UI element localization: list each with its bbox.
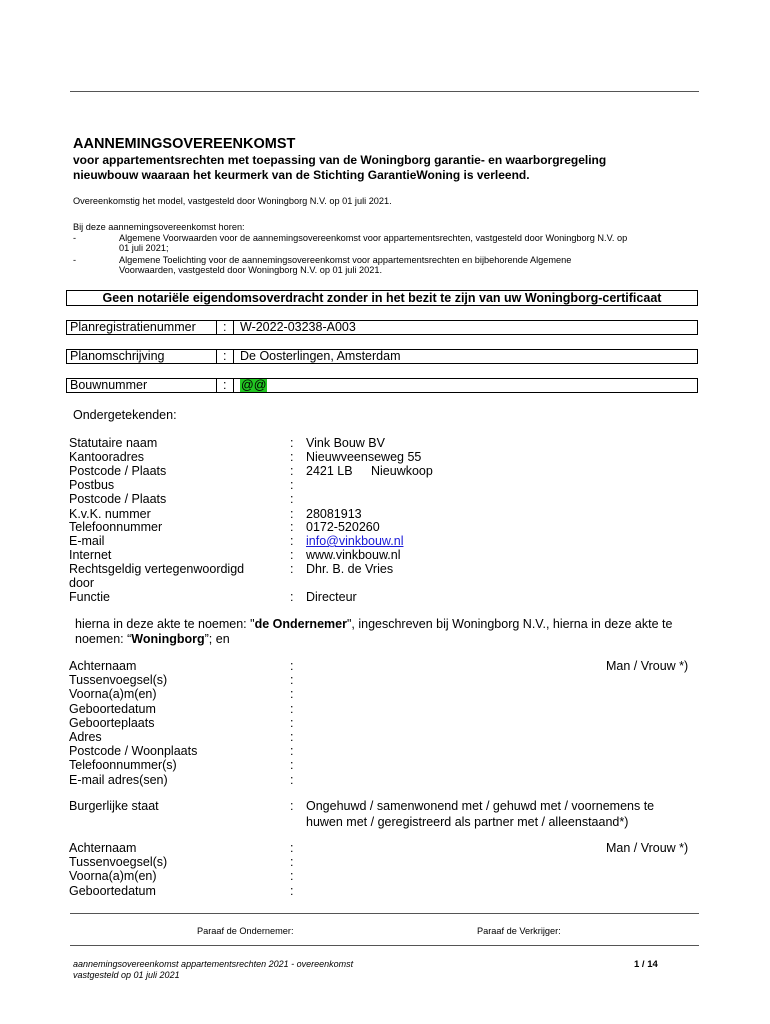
colon: : — [290, 562, 294, 576]
field-divider — [233, 349, 234, 364]
representative-label-line-2: door — [69, 576, 95, 590]
para-text: noemen: “ — [75, 632, 132, 646]
colon: : — [290, 492, 294, 506]
model-note: Overeenkomstig het model, vastgesteld door Woningborg N.V. op 01 juli 2021. — [73, 196, 392, 206]
internet-value: www.vinkbouw.nl — [306, 548, 401, 562]
bouwnummer-label: Bouwnummer — [70, 378, 148, 392]
colon: : — [290, 590, 294, 604]
colon: : — [290, 520, 294, 534]
company-name-value: Vink Bouw BV — [306, 436, 385, 450]
initials-ondernemer-label: Paraaf de Ondernemer: — [197, 926, 294, 936]
footer-line-1: aannemingsovereenkomst appartementsrechten 2021 - overeenkomst — [73, 959, 354, 969]
function-label: Functie — [69, 590, 110, 604]
buyer-field-label: E-mail adres(sen) — [69, 772, 168, 787]
field-colon: : — [223, 378, 227, 392]
postcode-value: 2421 LB — [306, 464, 353, 478]
buyer-field-label: Adres — [69, 730, 102, 744]
ondernemer-term: de Ondernemer — [254, 617, 347, 631]
attachment-2-line-1: Algemene Toelichting voor de aannemingsovereenkomst voor appartementsrechten en bijbehorende Algemene — [119, 255, 572, 265]
woningborg-term: Woningborg — [131, 632, 205, 646]
field-divider — [216, 349, 217, 364]
buyer-field-label: Voorna(a)m(en) — [69, 869, 157, 884]
plan-description-label: Planomschrijving — [70, 349, 165, 363]
colon: : — [290, 701, 294, 716]
buyer-field-label: Achternaam — [69, 841, 137, 855]
document-title: AANNEMINGSOVEREENKOMST — [73, 136, 296, 152]
plan-registration-value: W-2022-03238-A003 — [240, 320, 356, 334]
civil-status-line-1[interactable]: Ongehuwd / samenwonend met / gehuwd met / voornemens te — [306, 799, 655, 813]
attachment-bullet: - — [73, 233, 77, 243]
colon: : — [290, 673, 294, 688]
phone-value: 0172-520260 — [306, 520, 380, 534]
initials-bottom-rule — [70, 945, 699, 946]
ondernemer-paragraph — [75, 617, 695, 647]
colon: : — [290, 744, 294, 759]
bouwnummer-field — [66, 378, 698, 393]
buyer-1-gender[interactable]: Man / Vrouw *) — [606, 659, 689, 673]
colon: : — [290, 869, 294, 884]
bouwnummer-value[interactable]: @@ — [241, 378, 267, 392]
company-name-label: Statutaire naam — [69, 436, 158, 450]
postcode-city-2-label: Postcode / Plaats — [69, 492, 167, 506]
colon: : — [290, 799, 294, 813]
office-address-label: Kantooradres — [69, 450, 145, 464]
colon: : — [290, 436, 294, 450]
colon: : — [290, 548, 294, 562]
attachment-1-line-1: Algemene Voorwaarden voor de aannemingsovereenkomst voor appartementsrechten, vastgesteld door Woningborg N.V. op — [119, 233, 628, 243]
representative-label-line-1: Rechtsgeldig vertegenwoordigd — [69, 562, 245, 576]
field-divider — [233, 320, 234, 335]
field-divider — [216, 378, 217, 393]
email-link[interactable]: info@vinkbouw.nl — [306, 534, 404, 548]
plan-registration-field — [66, 320, 698, 335]
phone-label: Telefoonnummer — [69, 520, 163, 534]
buyer-field-label: Achternaam — [69, 659, 137, 673]
city-value: Nieuwkoop — [371, 464, 433, 478]
field-divider — [216, 320, 217, 335]
footer-line-2: vastgesteld op 01 juli 2021 — [73, 970, 180, 980]
subtitle-line-2: nieuwbouw waaraan het keurmerk van de Stichting GarantieWoning is verleend. — [73, 167, 530, 182]
representative-value: Dhr. B. de Vries — [306, 562, 394, 576]
plan-description-field — [66, 349, 698, 364]
colon: : — [290, 464, 294, 478]
subtitle-line-1: voor appartementsrechten met toepassing van de Woningborg garantie- en waarborgregeling — [73, 153, 607, 167]
para-text: hierna in deze akte te noemen: " — [75, 617, 255, 631]
document-subtitle — [73, 153, 693, 182]
email-label: E-mail — [69, 534, 105, 548]
attachment-2-line-2: Voorwaarden, vastgesteld door Woningborg N.V. op 01 juli 2021. — [119, 265, 383, 275]
page-number: 1 / 14 — [634, 959, 658, 970]
internet-label: Internet — [69, 548, 112, 562]
buyer-field-label: Postcode / Woonplaats — [69, 744, 198, 759]
para-text: ", ingeschreven bij Woningborg N.V., hierna in deze akte te — [346, 617, 673, 631]
office-address-value: Nieuwveenseweg 55 — [306, 450, 422, 464]
attachments-intro: Bij deze aannemingsovereenkomst horen: — [73, 222, 245, 232]
colon: : — [290, 659, 294, 673]
postbus-label: Postbus — [69, 478, 115, 492]
civil-status-line-2[interactable]: huwen met / geregistreerd als partner met / alleenstaand*) — [306, 815, 629, 829]
colon: : — [290, 534, 294, 548]
plan-registration-label: Planregistratienummer — [70, 320, 196, 334]
buyer-field-label: Telefoonnummer(s) — [69, 758, 177, 773]
colon: : — [290, 715, 294, 730]
colon: : — [290, 507, 294, 521]
undersigned-label: Ondergetekenden: — [73, 408, 177, 422]
colon: : — [290, 841, 294, 855]
colon: : — [290, 730, 294, 744]
plan-description-value: De Oosterlingen, Amsterdam — [240, 349, 401, 363]
postcode-city-label: Postcode / Plaats — [69, 464, 167, 478]
colon: : — [290, 687, 294, 702]
field-colon: : — [223, 349, 227, 363]
field-colon: : — [223, 320, 227, 334]
para-text: ”; en — [204, 632, 230, 646]
initials-verkrijger-label: Paraaf de Verkrijger: — [477, 926, 561, 936]
buyer-field-label: Geboortedatum — [69, 883, 156, 898]
colon: : — [290, 855, 294, 870]
attachment-bullet: - — [73, 255, 77, 265]
top-rule — [70, 91, 699, 92]
buyer-field-label: Tussenvoegsel(s) — [69, 673, 168, 688]
attachment-1-line-2: 01 juli 2021; — [119, 243, 169, 253]
buyer-field-label: Geboortedatum — [69, 701, 156, 716]
colon: : — [290, 478, 294, 492]
colon: : — [290, 883, 294, 898]
colon: : — [290, 772, 294, 787]
kvk-label: K.v.K. nummer — [69, 507, 151, 521]
kvk-value: 28081913 — [306, 507, 362, 521]
buyer-field-label: Tussenvoegsel(s) — [69, 855, 168, 870]
function-value: Directeur — [306, 590, 357, 604]
buyer-field-label: Geboorteplaats — [69, 715, 155, 730]
initials-top-rule — [70, 913, 699, 914]
buyer-field-label: Voorna(a)m(en) — [69, 687, 157, 702]
field-divider — [233, 378, 234, 393]
colon: : — [290, 450, 294, 464]
civil-status-label: Burgerlijke staat — [69, 799, 159, 813]
certificate-notice: Geen notariële eigendomsoverdracht zonder in het bezit te zijn van uw Woningborg-certificaat — [66, 290, 698, 306]
colon: : — [290, 758, 294, 773]
buyer-2-gender[interactable]: Man / Vrouw *) — [606, 841, 689, 855]
